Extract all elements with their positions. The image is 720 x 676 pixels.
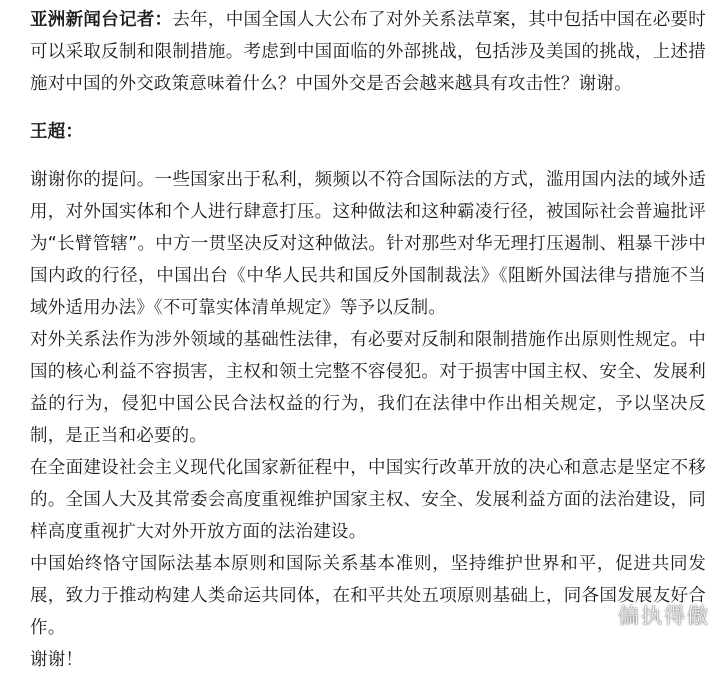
answer-paragraph-1: 谢谢你的提问。一些国家出于私利，频频以不符合国际法的方式，滥用国内法的域外适用，对外国实体和个人进行肆意打压。这种做法和这种霸凌行径，被国际社会普遍批评为“长臂管辖”。中方一贯坚决反对这种做法。针对那些对华无理打压遏制、粗暴干涉中国内政的行径，中国出台《中华人民共和国反外国制裁法》《阻断外国法律与措施不当域外适用办法》《不可靠实体清单规定》等予以反制。 xyxy=(30,170,706,318)
question-text: 去年，中国全国人大公布了对外关系法草案，其中包括中国在必要时可以采取反制和限制措施。考虑到中国面临的外部挑战，包括涉及美国的挑战，上述措施对中国的外交政策意味着什么？中国外交是否会越来越具有攻击性？谢谢。 xyxy=(30,10,706,94)
article-body xyxy=(30,4,706,676)
question-paragraph xyxy=(30,4,706,100)
answer-paragraph-3: 在全面建设社会主义现代化国家新征程中，中国实行改革开放的决心和意志是坚定不移的。全国人大及其常委会高度重视维护国家主权、安全、发展利益方面的法治建设，同样高度重视扩大对外开放方面的法治建设。 xyxy=(30,458,706,542)
answer-paragraph-4: 中国始终恪守国际法基本原则和国际关系基本准则，坚持维护世界和平，促进共同发展，致力于推动构建人类命运共同体，在和平共处五项原则基础上，同各国发展友好合作。 xyxy=(30,554,706,638)
answer-speaker: 王超： xyxy=(30,122,84,142)
question-speaker: 亚洲新闻台记者： xyxy=(30,10,173,30)
answer-paragraph-2: 对外关系法作为涉外领域的基础性法律，有必要对反制和限制措施作出原则性规定。中国的核心利益不容损害，主权和领土完整不容侵犯。对于损害中国主权、安全、发展利益的行为，侵犯中国公民合法权益的行为，我们在法律中作出相关规定，予以坚决反制，是正当和必要的。 xyxy=(30,330,706,446)
answer-closing: 谢谢！ xyxy=(30,650,84,670)
watermark: 偏执得傲 xyxy=(618,604,710,628)
